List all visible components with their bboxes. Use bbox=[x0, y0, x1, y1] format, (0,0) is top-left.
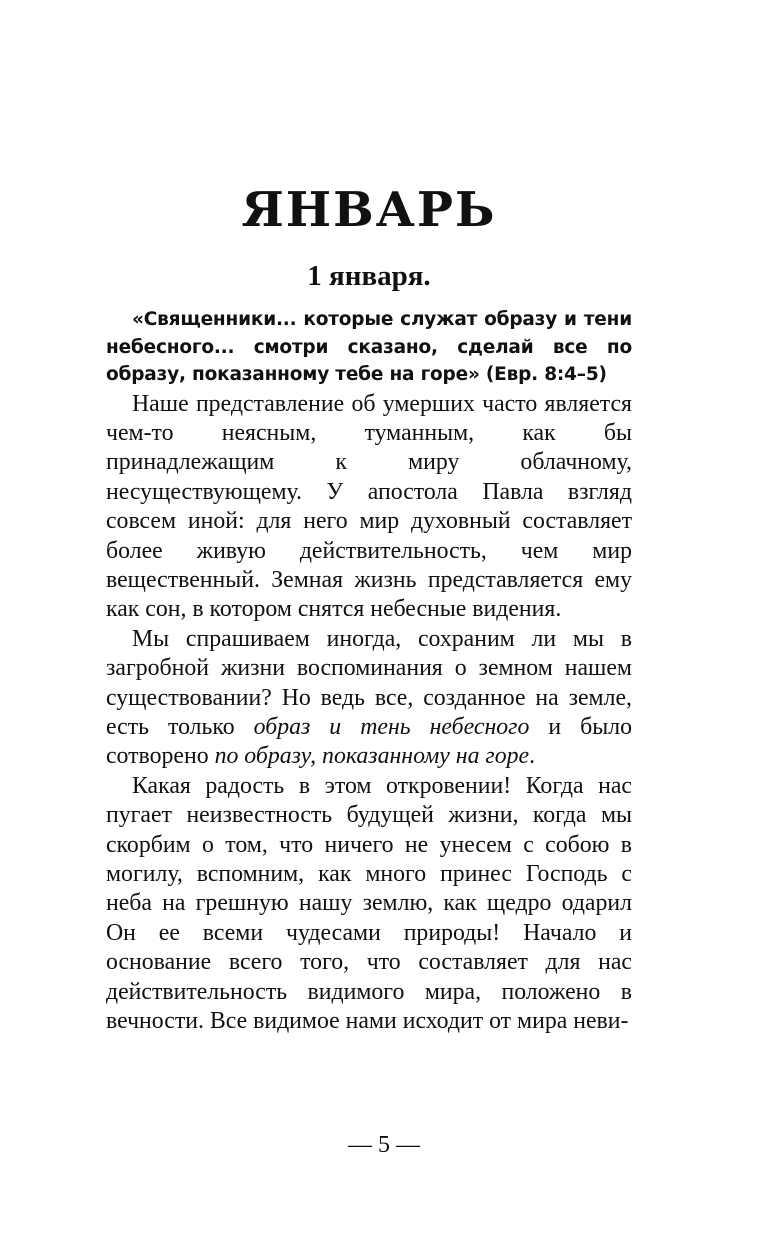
date-title: 1 января. bbox=[307, 260, 431, 292]
month-title: ЯНВАРЬ bbox=[241, 182, 497, 238]
paragraph-1: Наше представление об умерших часто является чем-то неясным, туманным, как бы принадлежащим к миру облачному, несуществующему. У апостола Павла взгляд совсем иной: для него мир духовный составляет более живую действительность, чем мир вещественный. Земная жизнь представляется ему как сон, в котором снятся небесные видения. bbox=[106, 390, 632, 623]
page-content bbox=[106, 180, 632, 1036]
paragraph-2 bbox=[106, 625, 632, 772]
paragraph-2-italic-a: образ и тень небесного bbox=[253, 713, 530, 740]
epigraph-quote: «Священники... которые служат образу и тени небесного... смотри сказано, сделай все по образу, показанному тебе на горе» (Евр. 8:4–5) bbox=[106, 309, 632, 385]
paragraph-3: Какая радость в этом откровении! Когда нас пугает неизвестность будущей жизни, когда мы скорбим о том, что ничего не унесем с собою в могилу, вспомним, как много принес Господь с неба на грешную нашу землю, как щедро одарил Он ее всеми чудесами природы! Начало и основание всего того, что составляет для нас действительность видимого мира, положено в вечности. Все видимое нами исходит от мира неви- bbox=[106, 772, 632, 1035]
paragraph-2-text-a: Мы спрашиваем иногда, сохраним ли мы в загробной жизни воспоминания о земном нашем существовании? Но ведь все, созданное на земле, есть только bbox=[106, 625, 632, 740]
paragraph-2-text-b: и было сотворено bbox=[106, 713, 632, 770]
paragraph-2-italic-b: по образу, показанному на горе bbox=[214, 743, 530, 770]
paragraph-2-text-c: . bbox=[529, 743, 536, 770]
page-number: — 5 — bbox=[348, 1132, 420, 1158]
